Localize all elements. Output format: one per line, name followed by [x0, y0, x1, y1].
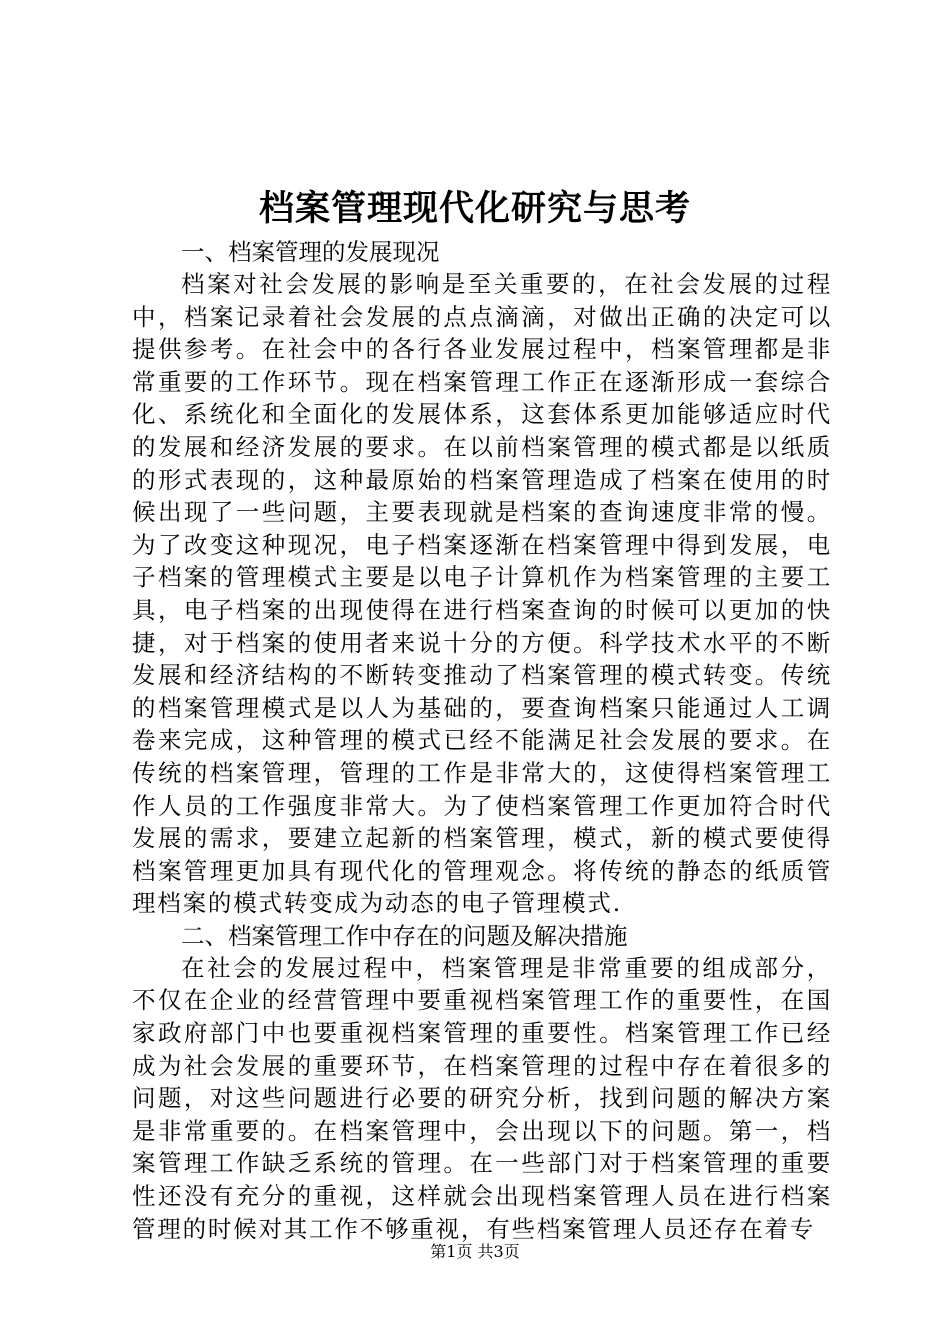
- section-paragraph-2: 在社会的发展过程中，档案管理是非常重要的组成部分，不仅在企业的经营管理中要重视档案管理工作的重要性，在国家政府部门中也要重视档案管理的重要性。档案管理工作已经成为社会发展的重要环节，在档案管理的过程中存在着很多的问题，对这些问题进行必要的研究分析，找到问题的解决方案是非常重要的。在档案管理中，会出现以下的问题。第一，档案管理工作缺乏系统的管理。在一些部门对于档案管理的重要性还没有充分的重视，这样就会出现档案管理人员在进行档案管理的时候对其工作不够重视，有些档案管理人员还存在着专: [132, 953, 832, 1243]
- page-footer: 第1页 共3页: [430, 1242, 520, 1261]
- document-body: [132, 236, 832, 1245]
- section-heading-1: 一、档案管理的发展现况: [181, 238, 440, 266]
- section-heading-2: 二、档案管理工作中存在的问题及解决措施: [181, 921, 628, 950]
- document-title: 档案管理现代化研究与思考: [258, 188, 691, 229]
- section-paragraph-1: 档案对社会发展的影响是至关重要的，在社会发展的过程中，档案记录着社会发展的点点滴滴，对做出正确的决定可以提供参考。在社会中的各行各业发展过程中，档案管理都是非常重要的工作环节。现在档案管理工作正在逐渐形成一套综合化、系统化和全面化的发展体系，这套体系更加能够适应时代的发展和经济发展的要求。在以前档案管理的模式都是以纸质的形式表现的，这种最原始的档案管理造成了档案在使用的时候出现了一些问题，主要表现就是档案的查询速度非常的慢。为了改变这种现况，电子档案逐渐在档案管理中得到发展，电子档案的管理模式主要是以电子计算机作为档案管理的主要工具，电子档案的出现使得在进行档案查询的时候可以更加的快捷，对于档案的使用者来说十分的方便。科学技术水平的不断发展和经济结构的不断转变推动了档案管理的模式转变。传统的档案管理模式是以人为基础的，要查询档案只能通过人工调卷来完成，这种管理的模式已经不能满足社会发展的要求。在传统的档案管理，管理的工作是非常大的，这使得档案管理工作人员的工作强度非常大。为了使档案管理工作更加符合时代发展的需求，要建立起新的档案管理，模式，新的模式要使得档案管理更加具有现代化的管理观念。将传统的静态的纸质管理档案的模式转变成为动态的电子管理模式.: [132, 270, 832, 918]
